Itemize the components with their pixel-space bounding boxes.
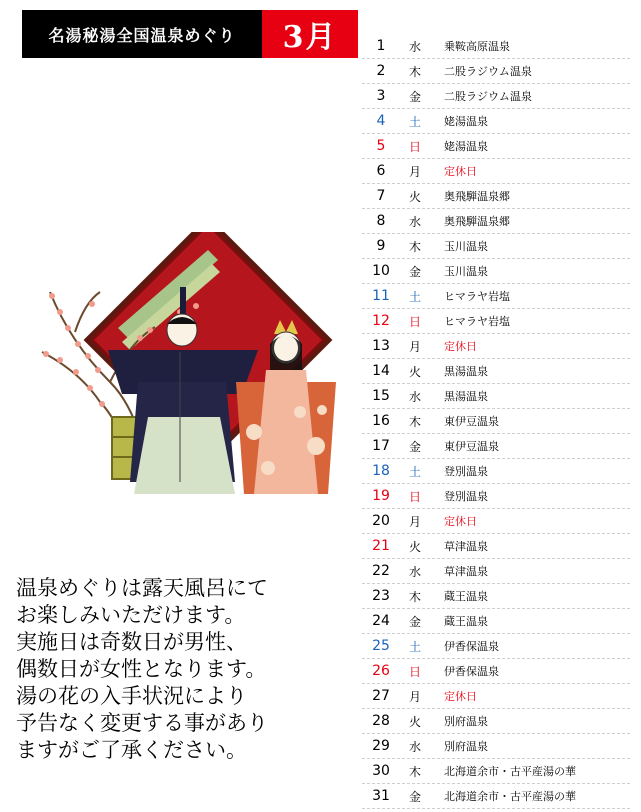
onsen-name: 草津温泉 [444,565,488,578]
weekday-label: 日 [408,139,421,154]
day-number: 27 [372,688,390,704]
list-item [362,659,630,684]
list-item [362,184,630,209]
list-item [362,409,630,434]
weekday-label: 水 [408,564,421,579]
description-line: お楽しみいただけます。 [16,603,246,627]
day-number: 3 [376,88,386,104]
day-number: 21 [372,538,390,554]
list-item [362,609,630,634]
day-number: 5 [376,138,386,154]
description-line: 湯の花の入手状況により [16,684,247,708]
onsen-name: 別府温泉 [444,715,488,728]
onsen-name: 乗鞍高原温泉 [444,40,510,53]
list-item [362,709,630,734]
onsen-name: 二股ラジウム温泉 [444,65,532,78]
weekday-label: 月 [408,514,421,529]
day-number: 30 [372,763,390,779]
weekday-label: 日 [408,664,421,679]
list-item [362,784,630,809]
onsen-name: 黒湯温泉 [444,365,488,378]
onsen-name: ヒマラヤ岩塩 [444,290,510,303]
list-item [362,559,630,584]
list-item [362,684,630,709]
weekday-label: 火 [408,539,421,554]
onsen-name: 登別温泉 [444,490,488,503]
weekday-label: 木 [408,64,421,79]
weekday-label: 火 [408,189,421,204]
day-number: 15 [372,388,390,404]
list-item [362,134,630,159]
list-item [362,484,630,509]
day-number: 11 [372,288,390,304]
day-number: 20 [372,513,390,529]
list-item [362,34,630,59]
weekday-label: 土 [408,464,421,479]
onsen-name: 玉川温泉 [444,265,488,278]
day-number: 6 [376,163,386,179]
list-item [362,459,630,484]
day-number: 25 [372,638,390,654]
day-number: 1 [376,38,386,54]
day-number: 2 [376,63,386,79]
day-number: 22 [372,563,390,579]
weekday-label: 日 [408,314,421,329]
list-item [362,734,630,759]
onsen-name: 北海道余市・古平産湯の華 [444,790,576,803]
day-number: 23 [372,588,390,604]
day-number: 7 [376,188,386,204]
onsen-name: 奥飛騨温泉郷 [444,190,510,203]
weekday-label: 水 [408,214,421,229]
page-title: 名湯秘湯全国温泉めぐり [22,10,262,58]
onsen-name: 奥飛騨温泉郷 [444,215,510,228]
list-item [362,359,630,384]
weekday-label: 金 [408,264,421,279]
weekday-label: 土 [408,289,421,304]
day-number: 28 [372,713,390,729]
list-item [362,634,630,659]
list-item [362,284,630,309]
weekday-label: 木 [408,239,421,254]
onsen-name: 別府温泉 [444,740,488,753]
list-item [362,384,630,409]
description-text [16,575,356,764]
weekday-label: 金 [408,789,421,804]
day-number: 12 [372,313,390,329]
onsen-name: 二股ラジウム温泉 [444,90,532,103]
list-item [362,309,630,334]
month-label: 3月 [262,10,358,58]
day-number: 18 [372,463,390,479]
description-line: 偶数日が女性となります。 [16,657,267,681]
onsen-name: 蔵王温泉 [444,590,488,603]
description-line: ますがご了承ください。 [16,738,247,762]
onsen-name: 姥湯温泉 [444,140,488,153]
list-item [362,259,630,284]
weekday-label: 金 [408,614,421,629]
list-item [362,759,630,784]
list-item [362,334,630,359]
schedule-list [362,34,630,809]
weekday-label: 月 [408,339,421,354]
onsen-name: 草津温泉 [444,540,488,553]
list-item [362,234,630,259]
description-line: 温泉めぐりは露天風呂にて [16,576,268,600]
day-number: 19 [372,488,390,504]
weekday-label: 月 [408,689,421,704]
description-line: 予告なく変更する事があり [16,711,268,735]
onsen-name: 定休日 [444,690,477,703]
list-item [362,434,630,459]
list-item [362,59,630,84]
day-number: 16 [372,413,390,429]
day-number: 31 [372,788,390,804]
hina-dolls-icon [30,232,350,522]
weekday-label: 木 [408,414,421,429]
onsen-name: ヒマラヤ岩塩 [444,315,510,328]
weekday-label: 火 [408,364,421,379]
onsen-name: 玉川温泉 [444,240,488,253]
onsen-name: 黒湯温泉 [444,390,488,403]
onsen-name: 姥湯温泉 [444,115,488,128]
onsen-name: 伊香保温泉 [444,665,499,678]
weekday-label: 土 [408,114,421,129]
day-number: 10 [372,263,390,279]
day-number: 26 [372,663,390,679]
onsen-name: 東伊豆温泉 [444,415,499,428]
day-number: 14 [372,363,390,379]
list-item [362,159,630,184]
list-item [362,534,630,559]
onsen-name: 定休日 [444,165,477,178]
list-item [362,584,630,609]
list-item [362,109,630,134]
day-number: 13 [372,338,390,354]
day-number: 9 [376,238,386,254]
weekday-label: 日 [408,489,421,504]
weekday-label: 水 [408,739,421,754]
weekday-label: 水 [408,389,421,404]
list-item [362,209,630,234]
weekday-label: 火 [408,714,421,729]
header-banner [22,10,358,58]
weekday-label: 金 [408,89,421,104]
list-item [362,509,630,534]
onsen-name: 北海道余市・古平産湯の華 [444,765,576,778]
weekday-label: 金 [408,439,421,454]
onsen-name: 東伊豆温泉 [444,440,499,453]
weekday-label: 土 [408,639,421,654]
day-number: 8 [376,213,386,229]
list-item [362,84,630,109]
onsen-name: 蔵王温泉 [444,615,488,628]
weekday-label: 木 [408,589,421,604]
weekday-label: 水 [408,39,421,54]
onsen-name: 定休日 [444,515,477,528]
weekday-label: 木 [408,764,421,779]
onsen-name: 伊香保温泉 [444,640,499,653]
description-line: 実施日は奇数日が男性、 [16,630,247,654]
onsen-name: 登別温泉 [444,465,488,478]
onsen-name: 定休日 [444,340,477,353]
day-number: 24 [372,613,390,629]
weekday-label: 月 [408,164,421,179]
day-number: 17 [372,438,390,454]
day-number: 29 [372,738,390,754]
day-number: 4 [376,113,386,129]
